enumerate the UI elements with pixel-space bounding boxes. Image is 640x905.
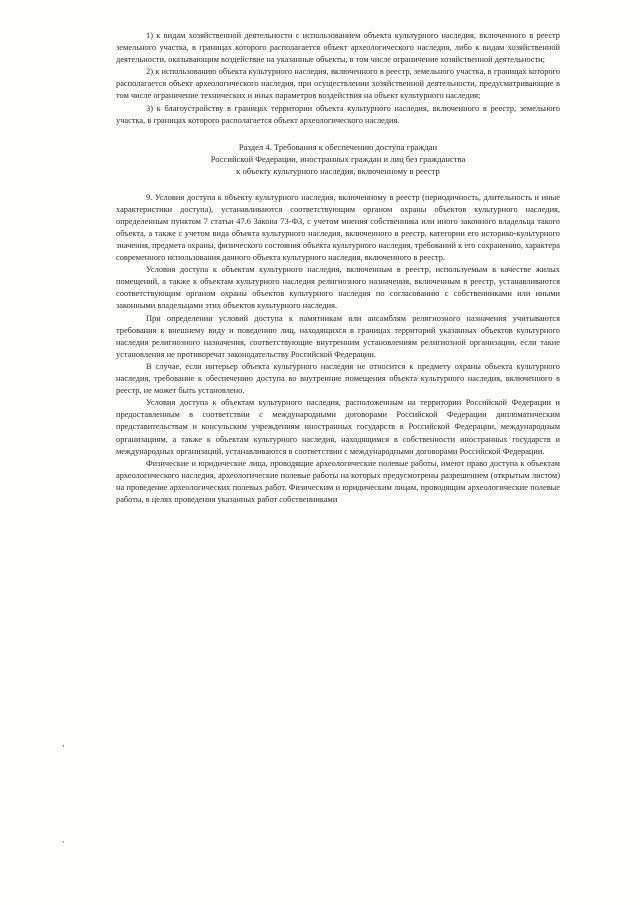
spacer bbox=[116, 127, 560, 141]
scan-speck bbox=[63, 841, 64, 843]
document-body bbox=[116, 30, 560, 506]
spacer bbox=[116, 178, 560, 192]
list-item-1: 1) к видам хозяйственной деятельности с использованием объекта культурного наследия, включенного в реестр земельного участка, в границах которого располагается объект археологического наследия, либо к видам хозяйственной деятельности, оказывающим воздействие на указанные объекты, в том числе ограничение хозяйственной деятельности; bbox=[116, 31, 560, 65]
scan-speck bbox=[63, 745, 64, 747]
list-item-2: 2) к использованию объекта культурного наследия, включенного в реестр, земельного участка, в границах которого располагается объект археологического наследия, при осуществлении хозяйственной деятельности, предусматривающие в том числе ограничение технических и иных параметров воздействия на объект культурного наследия; bbox=[116, 67, 560, 101]
paragraph-9: 9. Условия доступа к объекту культурного наследия, включенному в реестр (периодичность, длительность и иные характеристики доступа), устанавливаются соответствующим органом охраны объектов культурного наследия, определенным пунктом 7 статьи 47.6 Закона 73-ФЗ, с учетом мнения собственника или иного законного владельца такого объекта, а также с учетом вида объекта культурного наследия, включенного в реестр, категории его историко-культурного значения, предмета охраны, физического состояния объекта культурного наследия, требований к его сохранению, характера современного использования данного объекта культурного наследия, включенного в реестр. bbox=[116, 192, 560, 263]
section-heading-line-1: Раздел 4. Требования к обеспечению доступа граждан bbox=[238, 141, 438, 152]
section-heading-line-2: Российской Федерации, иностранных граждан и лиц без гражданства bbox=[210, 154, 466, 165]
section-heading-line-3: к объекту культурного наследия, включенному в реестр bbox=[236, 166, 440, 177]
paragraph-religious-monuments: При определении условий доступа к памятникам или ансамблям религиозного назначения учитываются требования к внешнему виду и поведению лиц, находящихся в границах территорий указанных объектов культурного наследия религиозного назначения, соответствующие внутренним установлениям религиозной организации, если такие установления не противоречат законодательству Российской Федерации. bbox=[116, 313, 560, 359]
paragraph-archaeological: Физические и юридические лица, проводящие археологические полевые работы, имеют право доступа к объектам археологического наследия, археологические полевые работы на которых предусмотрены разрешением (открытым листом) на проведение археологических полевых работ. Физическим и юридическим лицам, проводящим археологические полевые работы, в целях проведения указанных работ собственниками bbox=[116, 458, 560, 504]
section-heading bbox=[116, 141, 560, 178]
list-item-3: 3) к благоустройству в границах территории объекта культурного наследия, включенного в реестр, земельного участка, в границах которого располагается объект археологического наследия. bbox=[116, 103, 560, 125]
paragraph-interior: В случае, если интерьер объекта культурного наследия не относится к предмету охраны объекта культурного наследия, требование к обеспечению доступа во внутренние помещения объекта культурного наследия, включенного в реестр, не может быть установлено. bbox=[116, 361, 560, 396]
paragraph-access-residential: Условия доступа к объектам культурного наследия, включенным в реестр, используемым в качестве жилых помещений, а также к объектам культурного наследия религиозного назначения, включенным в реестр, устанавливаются соответствующим органом охраны объектов культурного наследия по согласованию с собственниками или иными законными владельцами этих объектов культурного наследия. bbox=[116, 265, 560, 311]
paragraph-diplomatic: Условия доступа к объектам культурного наследия, расположенным на территории Российской Федерации и предоставленным в соответствии с международными договорами Российской Федерации дипломатическим представительствам и консульским учреждениям иностранных государств в Российской Федерации, международным организациям, а также к объектам культурного наследия, находящимся в собственности иностранных государств и международных организаций, устанавливаются в соответствии с международными договорами Российской Федерации. bbox=[116, 398, 560, 456]
